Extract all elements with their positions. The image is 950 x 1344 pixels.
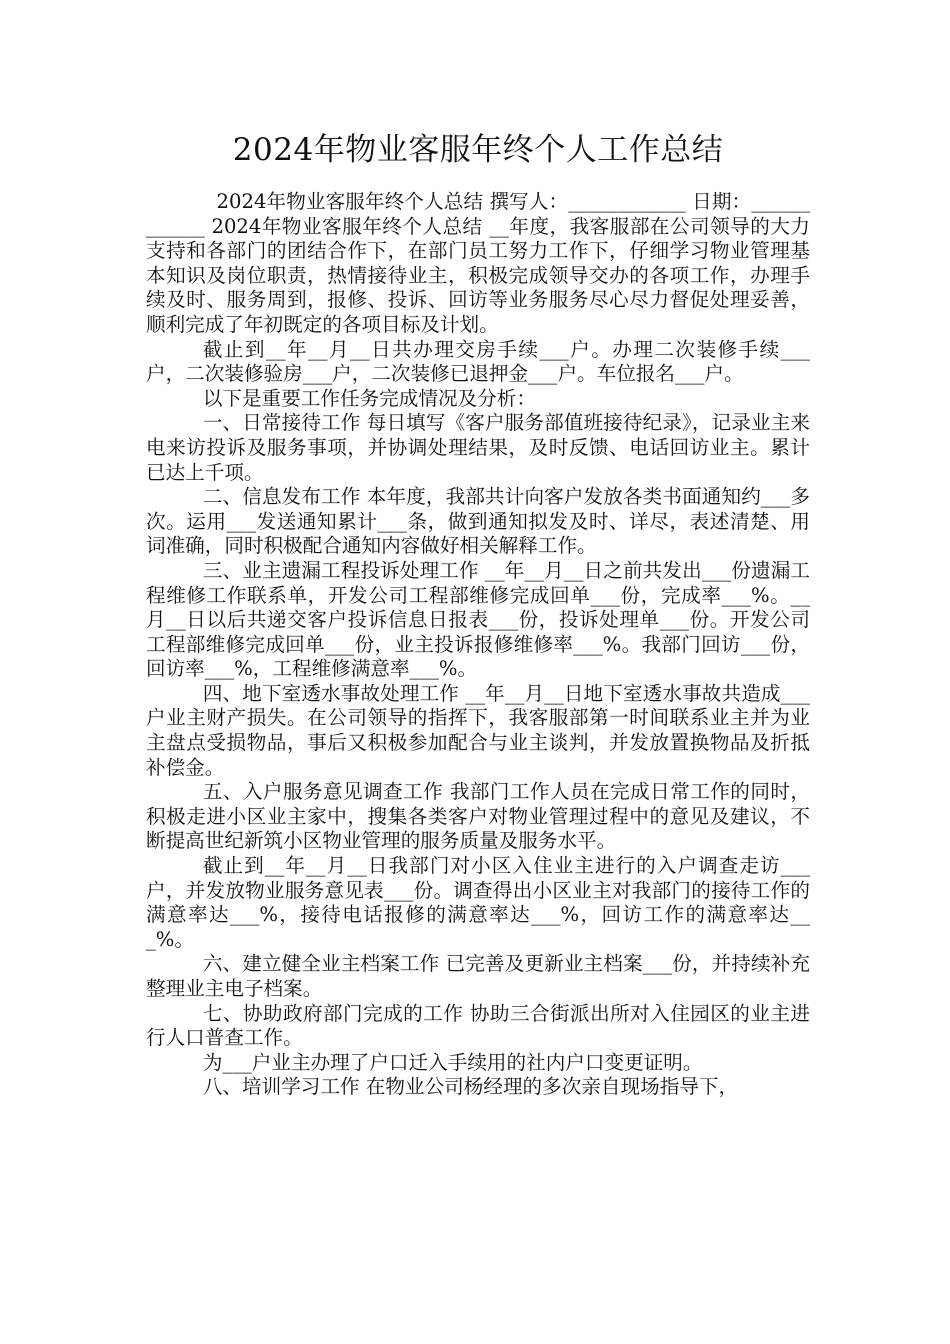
paragraph-household-registration: 为___户业主办理了户口迁入手续用的社内户口变更证明。: [202, 1050, 703, 1074]
paragraph-intro: 2024年物业客服年终个人总结 撰写人：____________ 日期：____________ 2024年物业客服年终个人总结 __年度，我客服部在公司领导的大力支持和各部门的团结合作下，在部门员工努力工作下，仔细学习物业管理基本知识及岗位职责，热情接待业主，积极完成领导交办的各项工作，办理手续及时、服务周到，报修、投诉、回访等业务服务尽心尽力督促处理妥善，顺利完成了年初既定的各项目标及计划。: [146, 190, 810, 336]
paragraph-service-survey: 五、入户服务意见调查工作 我部门工作人员在完成日常工作的同时，积极走进小区业主家中，搜集各类客户对物业管理过程中的意见及建议，不断提高世纪新筑小区物业管理的服务质量及服务水平。: [146, 780, 810, 853]
paragraph-training: 八、培训学习工作 在物业公司杨经理的多次亲自现场指导下，: [202, 1075, 739, 1099]
paragraph-owner-archives: 六、建立健全业主档案工作 已完善及更新业主档案___份，并持续补充整理业主电子档案。: [146, 952, 810, 1000]
paragraph-government-assistance: 七、协助政府部门完成的工作 协助三合街派出所对入住园区的业主进行人口普查工作。: [146, 1001, 810, 1050]
paragraph-handover-stats: 截止到__年__月__日共办理交房手续___户。办理二次装修手续___户，二次装修验房___户，二次装修已退押金___户。车位报名___户。: [146, 337, 810, 386]
paragraph-engineering-complaints: 三、业主遗漏工程投诉处理工作 __年__月__日之前共发出___份遗漏工程维修工作联系单，开发公司工程部维修完成回单___份，完成率___%。__月__日以后共递交客户投诉信息日报表___份，投诉处理单___份。开发公司工程部维修完成回单___份，业主投诉报修维修率___%。我部门回访___份，回访率___%，工程维修满意率___%。: [146, 558, 810, 681]
paragraph-survey-results: 截止到__年__月__日我部门对小区入住业主进行的入户调查走访___户，并发放物业服务意见表___份。调查得出小区业主对我部门的接待工作的满意率达___%，接待电话报修的满意率达___%，回访工作的满意率达___%。: [146, 854, 810, 951]
document-body: [146, 190, 810, 1100]
document-title: 2024年物业客服年终个人工作总结: [232, 132, 724, 168]
paragraph-info-release: 二、信息发布工作 本年度，我部共计向客户发放各类书面通知约___多次。运用___发送通知累计___条，做到通知拟发及时、详尽，表述清楚、用词准确，同时积极配合通知内容做好相关解释工作。: [146, 485, 810, 558]
paragraph-basement-flooding: 四、地下室透水事故处理工作 __年__月__日地下室透水事故共造成___户业主财产损失。在公司领导的指挥下，我客服部第一时间联系业主并为业主盘点受损物品，事后又积极参加配合与业主谈判，并发放置换物品及折抵补偿金。: [146, 681, 810, 779]
paragraph-daily-reception: 一、日常接待工作 每日填写《客户服务部值班接待纪录》，记录业主来电来访投诉及服务事项，并协调处理结果，及时反馈、电话回访业主。累计已达上千项。: [146, 411, 810, 484]
paragraph-task-overview: 以下是重要工作任务完成情况及分析：: [202, 386, 536, 410]
